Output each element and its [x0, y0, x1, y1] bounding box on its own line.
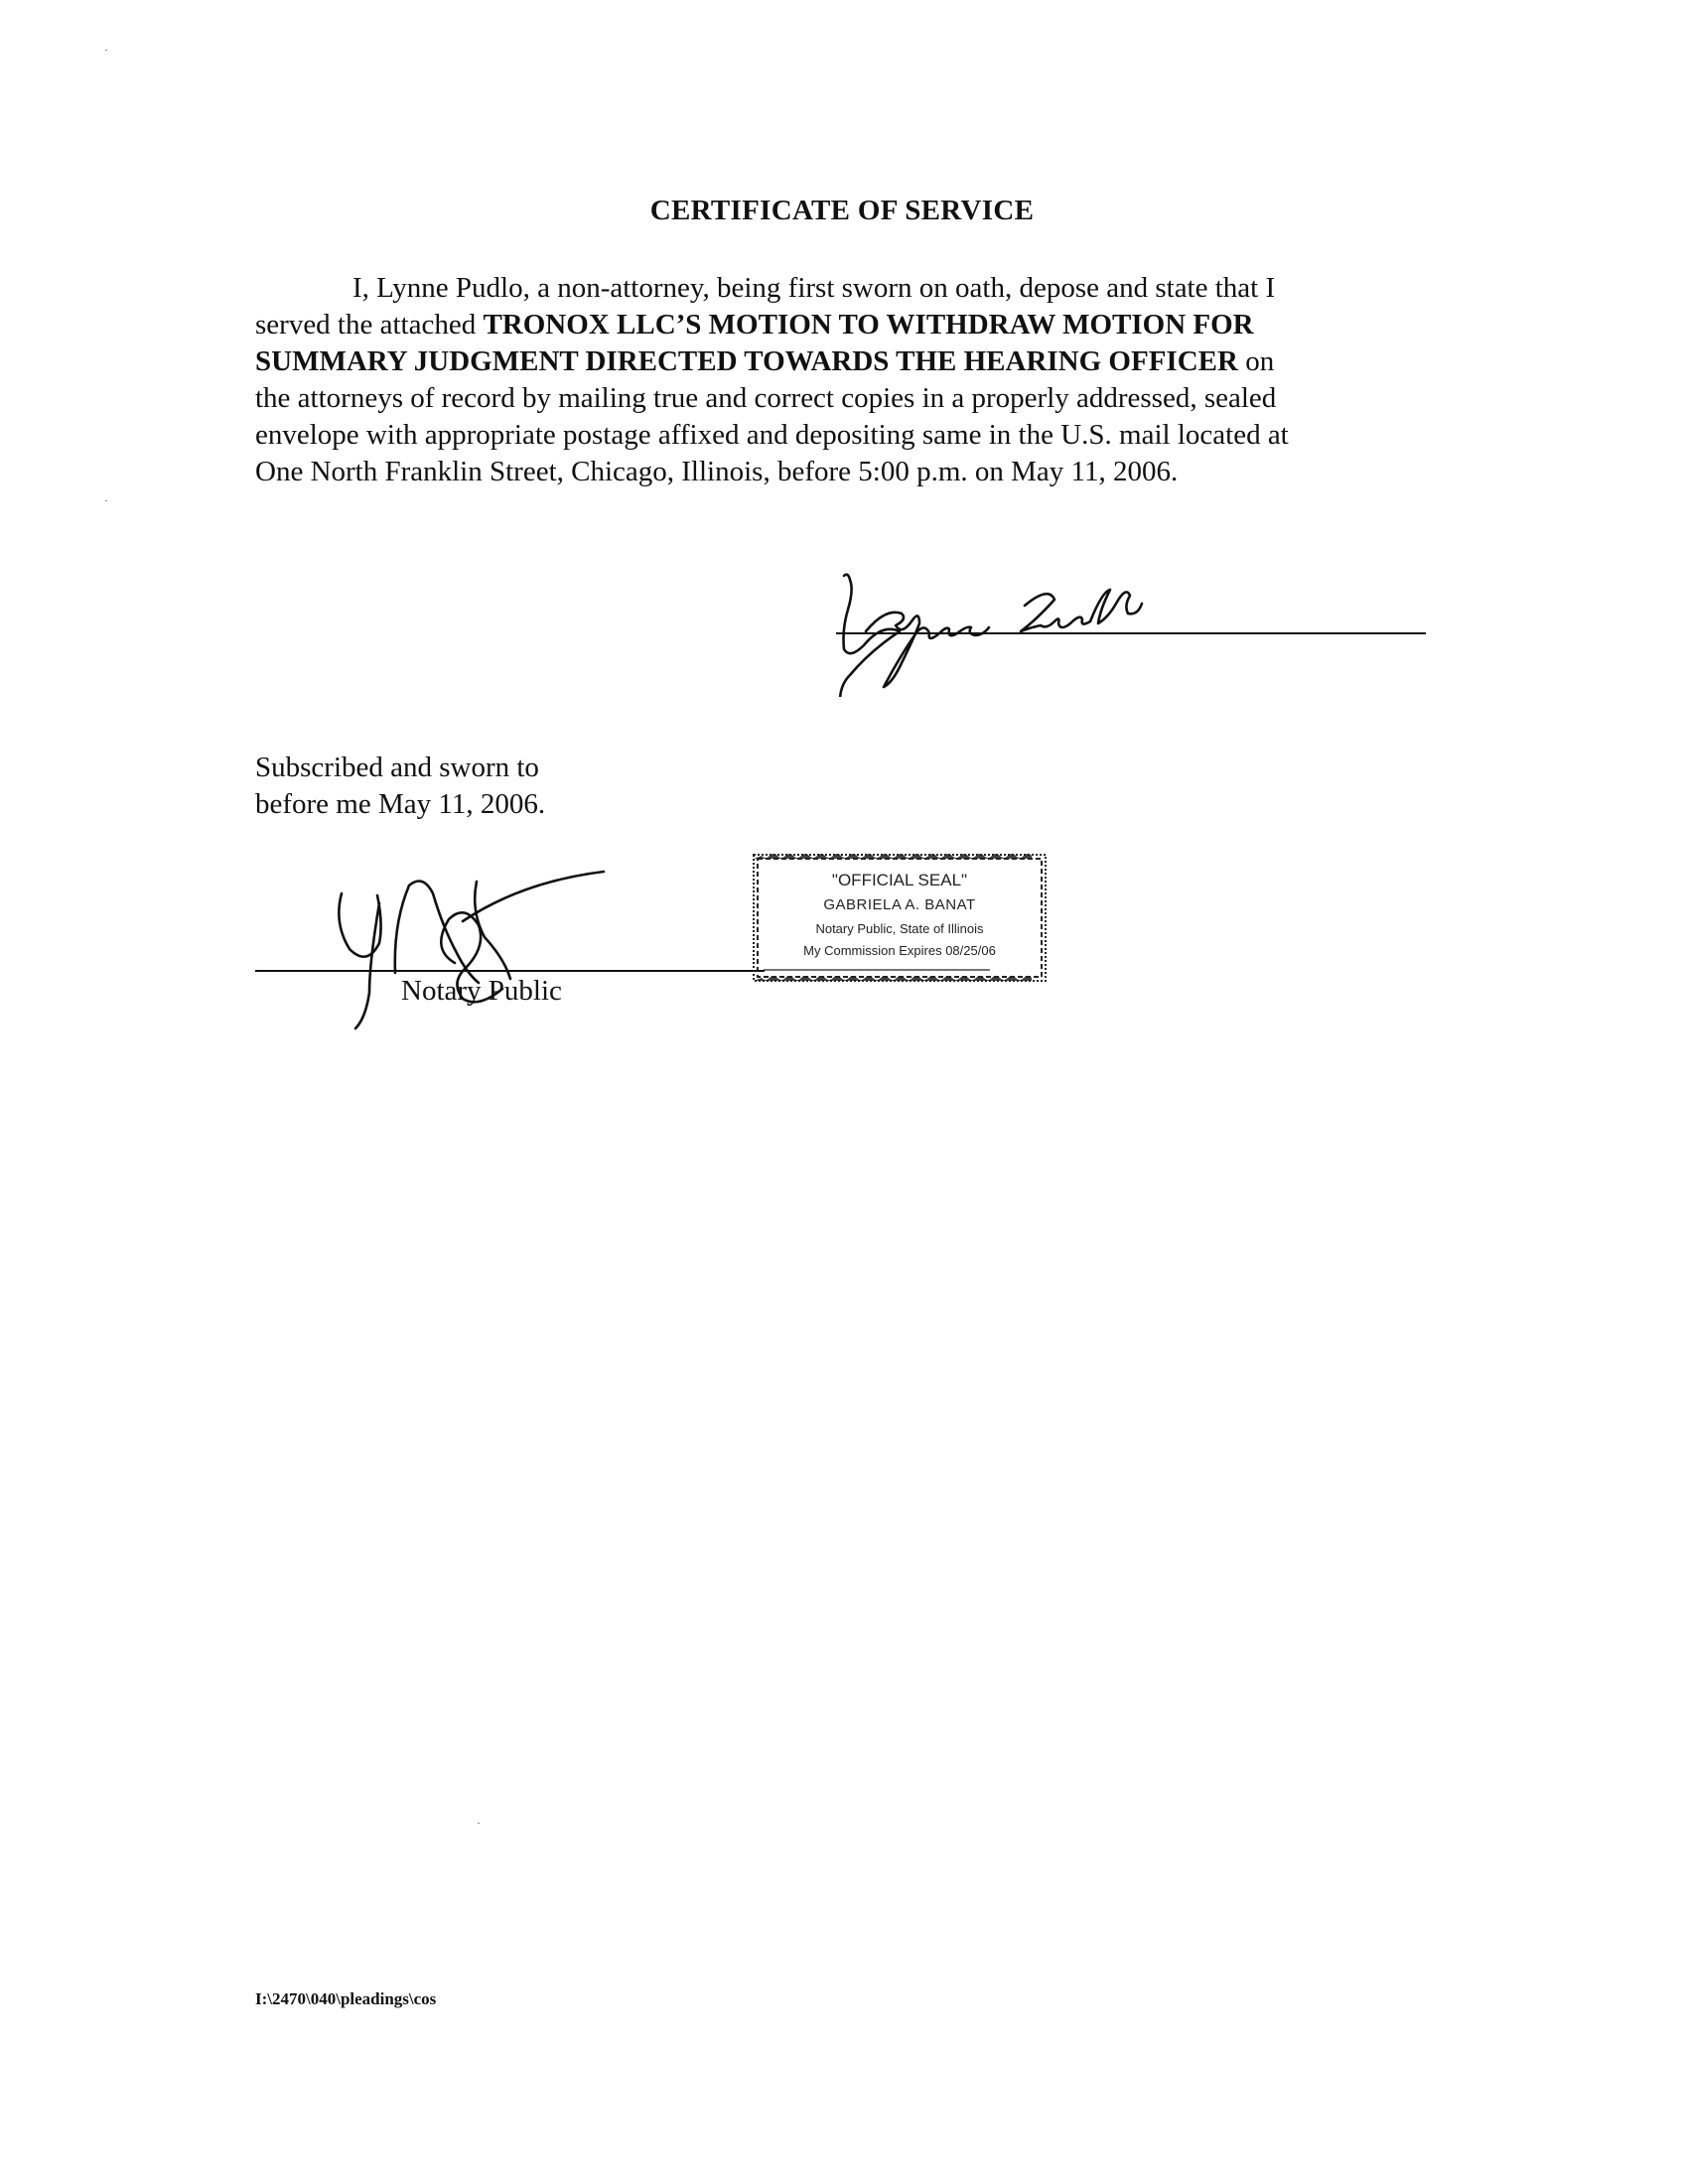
- official-seal-stamp: [752, 853, 1048, 983]
- scan-speck: [478, 1823, 480, 1824]
- notary-signature-line: [255, 970, 765, 972]
- scan-speck: [105, 50, 107, 51]
- seal-notary-name: GABRIELA A. BANAT: [823, 896, 976, 913]
- notary-public-label: Notary Public: [401, 975, 562, 1007]
- paragraph-line: [255, 307, 1437, 343]
- paragraph-text: served the attached: [255, 309, 484, 341]
- affiant-signature-line: [836, 632, 1426, 634]
- motion-title-part2: SUMMARY JUDGMENT DIRECTED TOWARDS THE HEARING OFFICER: [255, 345, 1238, 377]
- paragraph-line: the attorneys of record by mailing true and correct copies in a properly addressed, sealed: [255, 382, 1277, 414]
- paragraph-line: I, Lynne Pudlo, a non-attorney, being first sworn on oath, depose and state that I: [352, 272, 1276, 304]
- certificate-paragraph: [255, 270, 1437, 490]
- paragraph-line: One North Franklin Street, Chicago, Illinois, before 5:00 p.m. on May 11, 2006.: [255, 456, 1179, 487]
- jurat-text: [255, 750, 545, 823]
- motion-title-part1: TRONOX LLC’S MOTION TO WITHDRAW MOTION FOR: [483, 309, 1254, 341]
- paragraph-text: on: [1237, 345, 1275, 377]
- file-path-footer: I:\2470\040\pleadings\cos: [255, 1989, 437, 2008]
- scan-speck: [105, 500, 107, 501]
- seal-expiration: My Commission Expires 08/25/06: [803, 943, 996, 958]
- seal-heading: "OFFICIAL SEAL": [831, 871, 968, 889]
- jurat-line: before me May 11, 2006.: [255, 788, 546, 820]
- paragraph-line: [255, 343, 1437, 380]
- jurat-line: Subscribed and sworn to: [255, 751, 539, 783]
- seal-jurisdiction: Notary Public, State of Illinois: [815, 921, 984, 936]
- paragraph-line: envelope with appropriate postage affixed and depositing same in the U.S. mail located at: [255, 419, 1289, 451]
- document-title: CERTIFICATE OF SERVICE: [649, 195, 1035, 226]
